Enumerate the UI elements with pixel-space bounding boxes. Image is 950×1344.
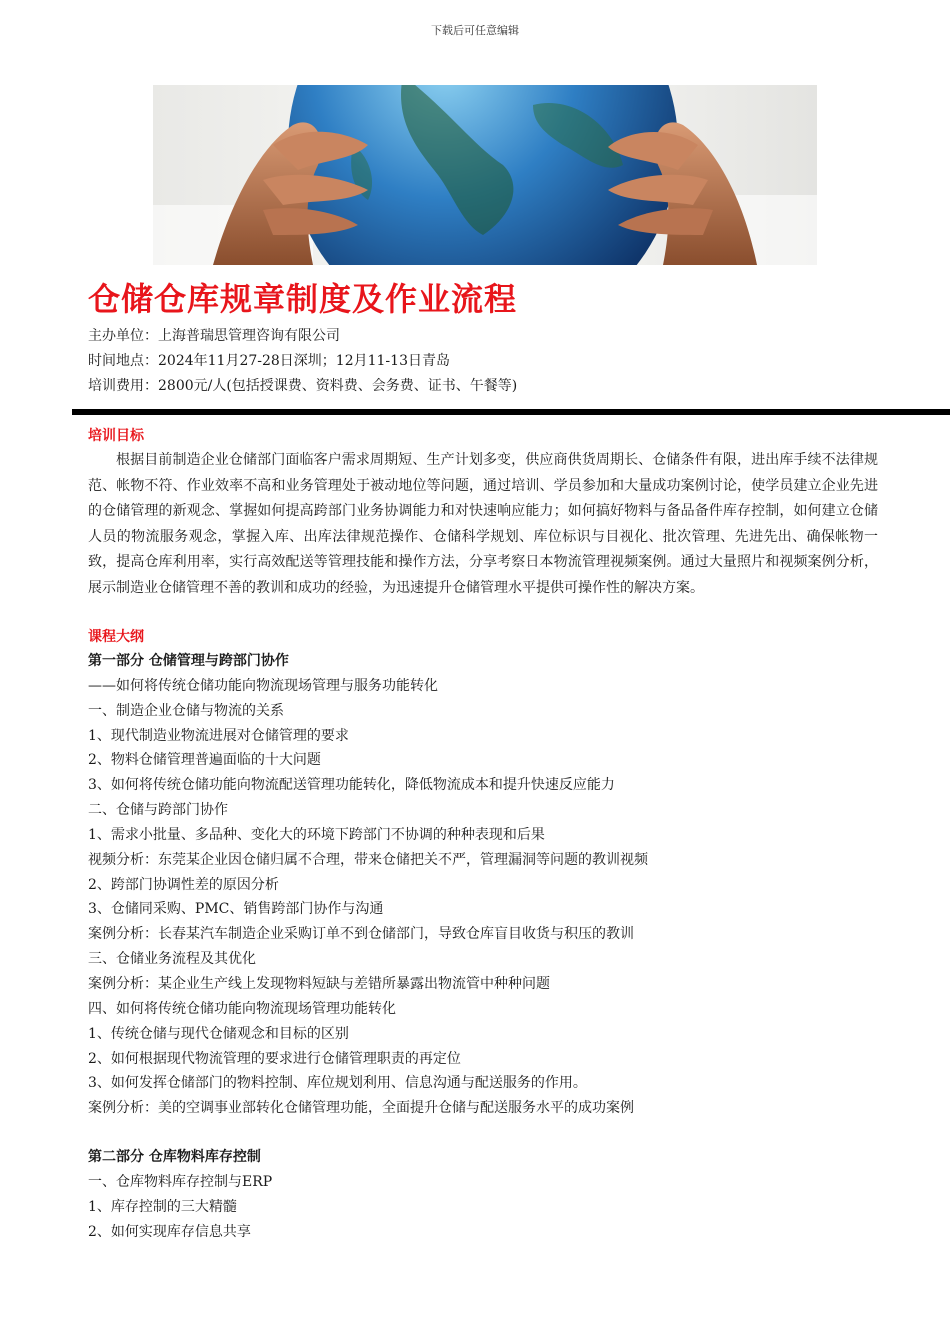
outline-line: 2、如何根据现代物流管理的要求进行仓储管理职责的再定位 (88, 1050, 461, 1067)
divider-rule (72, 409, 950, 415)
outline-line: 三、仓储业务流程及其优化 (88, 951, 256, 968)
outline-line: 2、物料仓储管理普遍面临的十大问题 (88, 752, 321, 769)
outline-line: 二、仓储与跨部门协作 (88, 802, 228, 819)
organizer-line: 主办单位：上海普瑞思管理咨询有限公司 (88, 328, 340, 344)
main-content (88, 424, 878, 1244)
outline-line: ——如何将传统仓储功能向物流现场管理与服务功能转化 (88, 677, 438, 694)
page-title: 仓储仓库规章制度及作业流程 (88, 280, 518, 318)
outline-line: 案例分析：某企业生产线上发现物料短缺与差错所暴露出物流管中种种问题 (88, 975, 550, 992)
outline-heading: 课程大纲 (88, 629, 144, 645)
outline-line: 2、如何实现库存信息共享 (88, 1223, 251, 1240)
outline-line: 1、传统仓储与现代仓储观念和目标的区别 (88, 1025, 349, 1042)
outline-line: 3、仓储同采购、PMC、销售跨部门协作与沟通 (88, 901, 384, 918)
course-meta (88, 324, 517, 399)
outline-line: 1、需求小批量、多品种、变化大的环境下跨部门不协调的种种表现和后果 (88, 826, 545, 843)
fee-line: 培训费用：2800元/人(包括授课费、资料费、会务费、证书、午餐等) (88, 378, 518, 394)
objective-heading: 培训目标 (88, 428, 144, 444)
outline-line: 2、跨部门协调性差的原因分析 (88, 876, 279, 893)
time-place-line: 时间地点：2024年11月27-28日深圳；12月11-13日青岛 (88, 353, 450, 369)
outline-line: 一、制造企业仓储与物流的关系 (88, 702, 284, 719)
globe-in-hands-photo-icon (153, 85, 817, 265)
outline-line: 3、如何发挥仓储部门的物料控制、库位规划利用、信息沟通与配送服务的作用。 (88, 1075, 587, 1092)
outline-line: 一、仓库物料库存控制与ERP (88, 1173, 273, 1190)
banner-image (153, 85, 817, 265)
outline-line: 视频分析：东莞某企业因仓储归属不合理，带来仓储把关不严，管理漏洞等问题的教训视频 (88, 851, 648, 868)
header-note: 下载后可任意编辑 (431, 24, 519, 37)
outline-line: 3、如何将传统仓储功能向物流配送管理功能转化，降低物流成本和提升快速反应能力 (88, 777, 615, 794)
outline-line: 案例分析：美的空调事业部转化仓储管理功能，全面提升仓储与配送服务水平的成功案例 (88, 1100, 634, 1117)
outline-line: 案例分析：长春某汽车制造企业采购订单不到仓储部门，导致仓库盲目收货与积压的教训 (88, 926, 634, 943)
part1-title: 第一部分 仓储管理与跨部门协作 (88, 653, 289, 669)
outline-line: 四、如何将传统仓储功能向物流现场管理功能转化 (88, 1000, 396, 1017)
objective-paragraph: 根据目前制造企业仓储部门面临客户需求周期短、生产计划多变，供应商供货周期长、仓储条件有限，进出库手续不法律规范、帐物不符、作业效率不高和业务管理处于被动地位等问题，通过培训、学员参加和大量成功案例讨论，使学员建立企业先进的仓储管理的新观念、掌握如何提高跨部门业务协调能力和对快速响应能力；如何搞好物料与备品备件库存控制，如何建立仓储人员的物流服务观念，掌握入库、出库法律规范操作、仓储科学规划、库位标识与目视化、批次管理、先进先出、确保帐物一致，提高仓库利用率，实行高效配送等管理技能和操作方法，分享考察日本物流管理视频案例。通过大量照片和视频案例分析，展示制造业仓储管理不善的教训和成功的经验，为迅速提升仓储管理水平提供可操作性的解决方案。 (88, 452, 878, 596)
part2-title: 第二部分 仓库物料库存控制 (88, 1149, 261, 1166)
outline-line: 1、现代制造业物流进展对仓储管理的要求 (88, 727, 349, 744)
outline-line: 1、库存控制的三大精髓 (88, 1198, 237, 1215)
